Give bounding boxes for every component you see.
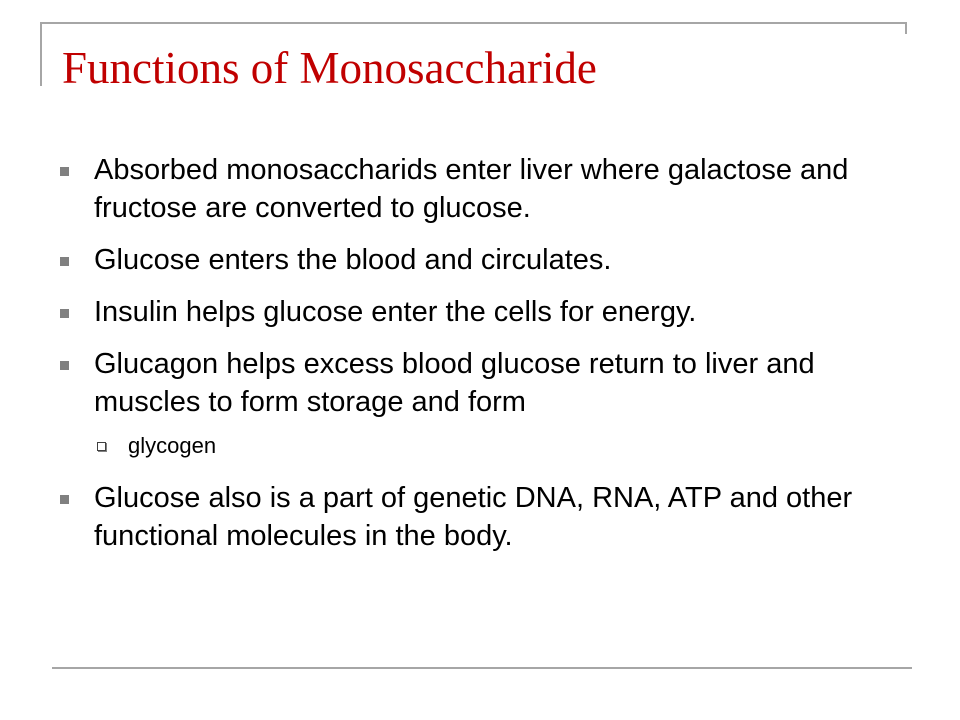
bullet-item bbox=[60, 151, 910, 227]
square-bullet-icon bbox=[60, 495, 69, 504]
bullet-item bbox=[60, 345, 910, 421]
hollow-square-bullet-icon bbox=[97, 442, 106, 451]
bullet-text: Insulin helps glucose enter the cells for energy. bbox=[94, 296, 697, 328]
square-bullet-icon bbox=[60, 309, 69, 318]
bullet-text: Glucose enters the blood and circulates. bbox=[94, 244, 612, 276]
frame-line-bottom bbox=[52, 667, 912, 669]
bullet-text: Glucose also is a part of genetic DNA, RNA, ATP and other functional molecules in the body. bbox=[94, 482, 853, 552]
bullet-item bbox=[60, 241, 910, 279]
sub-bullet-item bbox=[60, 431, 910, 461]
slide-title: Functions of Monosaccharide bbox=[62, 43, 597, 93]
frame-line-top bbox=[41, 22, 907, 24]
bullet-item bbox=[60, 293, 910, 331]
square-bullet-icon bbox=[60, 167, 69, 176]
bullet-list bbox=[60, 151, 910, 569]
bullet-item bbox=[60, 479, 910, 555]
square-bullet-icon bbox=[60, 257, 69, 266]
frame-line-right bbox=[905, 22, 907, 34]
bullet-text: Absorbed monosaccharids enter liver where galactose and fructose are converted to glucose. bbox=[94, 154, 849, 224]
sub-bullet-text: glycogen bbox=[128, 433, 217, 458]
bullet-text: Glucagon helps excess blood glucose return to liver and muscles to form storage and form bbox=[94, 348, 815, 418]
square-bullet-icon bbox=[60, 361, 69, 370]
frame-line-left bbox=[40, 22, 42, 86]
